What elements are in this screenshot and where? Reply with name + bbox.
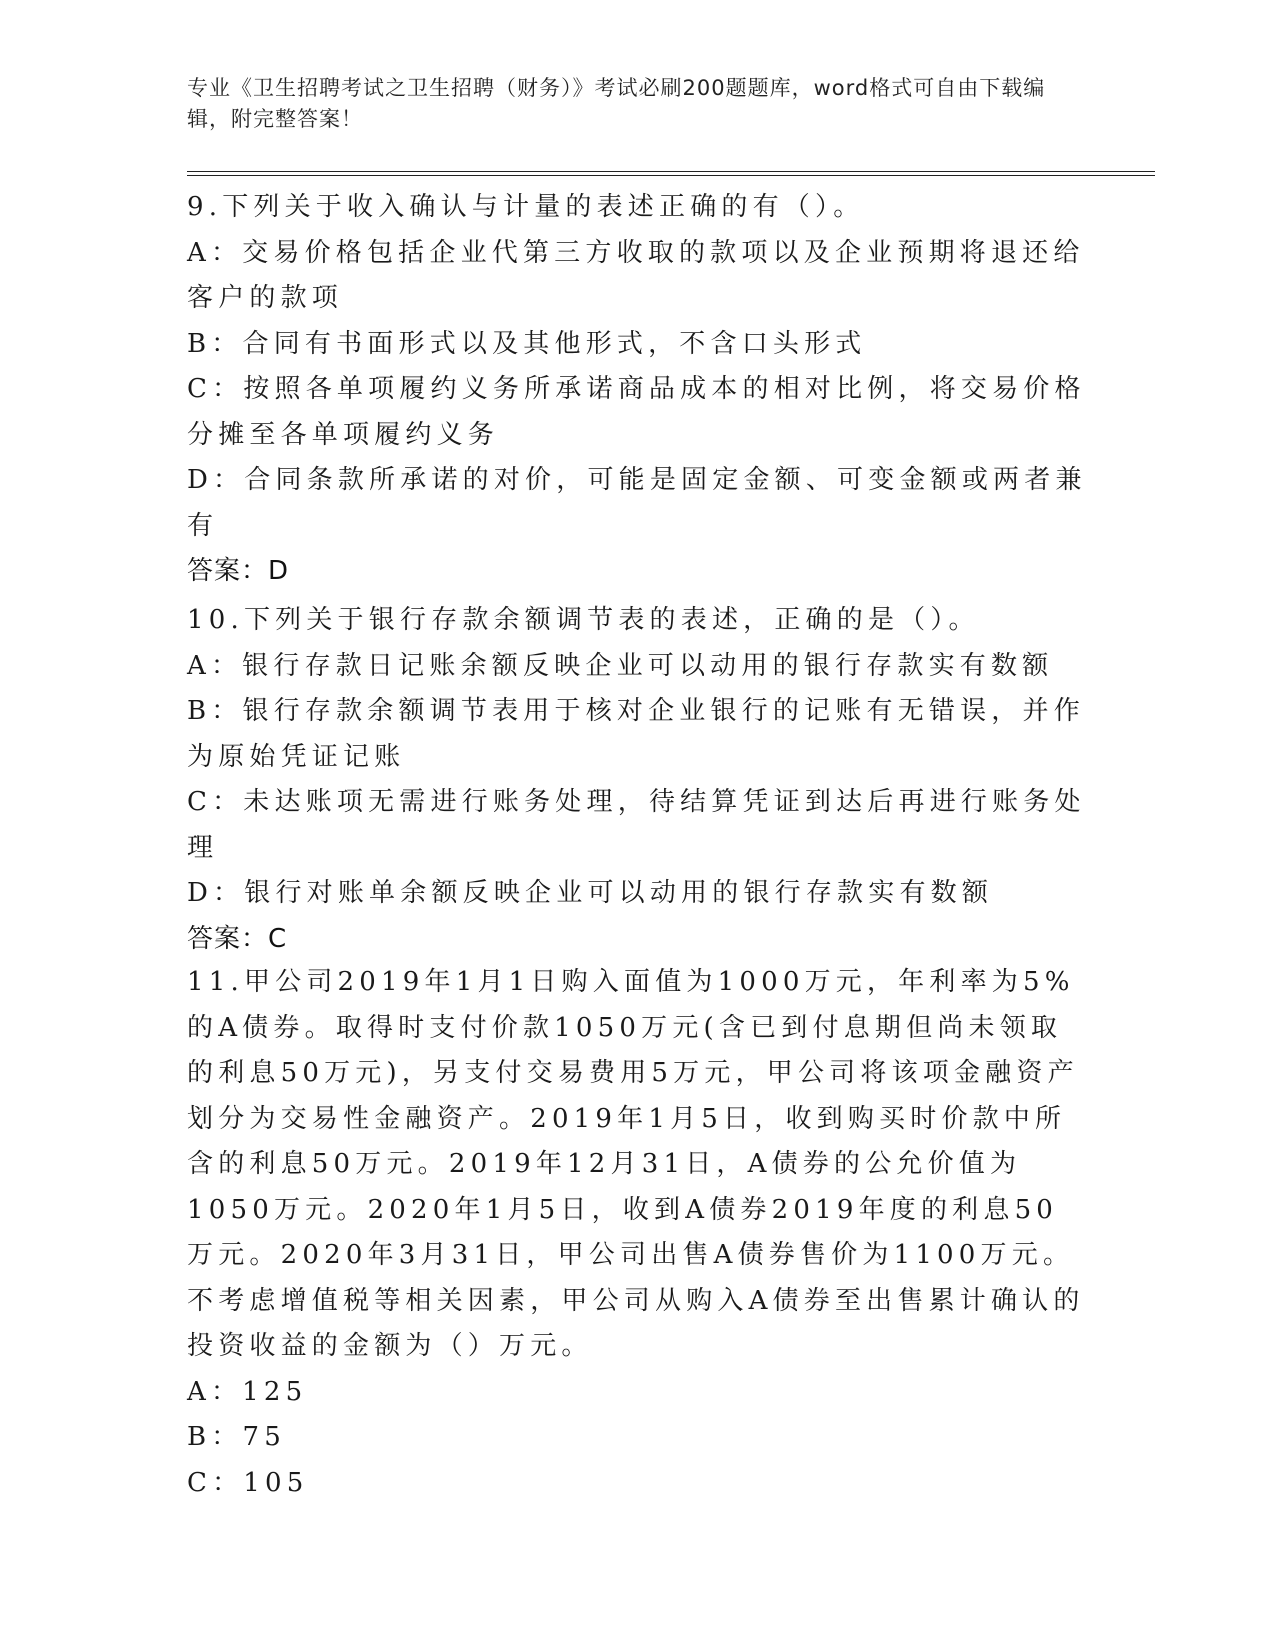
option-c: C：按照各单项履约义务所承诺商品成本的相对比例，将交易价格分摊至各单项履约义务: [187, 374, 1086, 450]
option-c: C：105: [187, 1467, 309, 1498]
option-d: D：合同条款所承诺的对价，可能是固定金额、可变金额或两者兼有: [187, 465, 1087, 541]
option-d: D：银行对账单余额反映企业可以动用的银行存款实有数额: [187, 878, 994, 908]
question-stem: 10.下列关于银行存款余额调节表的表述，正确的是（）。: [187, 605, 980, 635]
answer: 答案：D: [187, 556, 290, 586]
answer: 答案：C: [187, 923, 288, 954]
question-stem: 11.甲公司2019年1月1日购入面值为1000万元，年利率为5%的A债券。取得时支付价款1050万元(含已到付息期但尚未领取的利息50万元)，另支付交易费用5万元，甲公司将该项金融资产划分为交易性金融资产。2019年1月5日，收到购买时价款中所含的利息50万元。2019年12月31日，A债券的公允价值为1050万元。2020年1月5日，收到A债券2019年度的利息50万元。2020年3月31日，甲公司出售A债券售价为1100万元。不考虑增值税等相关因素，甲公司从购入A债券至出售累计确认的投资收益的金额为（）万元。: [187, 967, 1085, 1361]
option-a: A：交易价格包括企业代第三方收取的款项以及企业预期将退还给客户的款项: [187, 237, 1085, 313]
question-11: [187, 960, 1087, 1506]
header-divider-top: [187, 171, 1155, 172]
option-c: C：未达账项无需进行账务处理，待结算凭证到达后再进行账务处理: [187, 787, 1086, 863]
option-b: B：银行存款余额调节表用于核对企业银行的记账有无错误，并作为原始凭证记账: [187, 696, 1085, 772]
option-a: A：银行存款日记账余额反映企业可以动用的银行存款实有数额: [187, 650, 1054, 681]
option-b: B：合同有书面形式以及其他形式，不含口头形式: [187, 328, 867, 359]
option-b: B：75: [187, 1422, 286, 1452]
question-10: [187, 598, 1087, 962]
header-divider-bottom: [187, 175, 1155, 176]
question-stem: 9.下列关于收入确认与计量的表述正确的有（）。: [187, 192, 865, 222]
question-9: [187, 185, 1087, 595]
option-a: A：125: [187, 1376, 308, 1407]
document-header: 专业《卫生招聘考试之卫生招聘（财务）》考试必刷200题题库，word格式可自由下载编辑，附完整答案！: [187, 76, 1046, 131]
